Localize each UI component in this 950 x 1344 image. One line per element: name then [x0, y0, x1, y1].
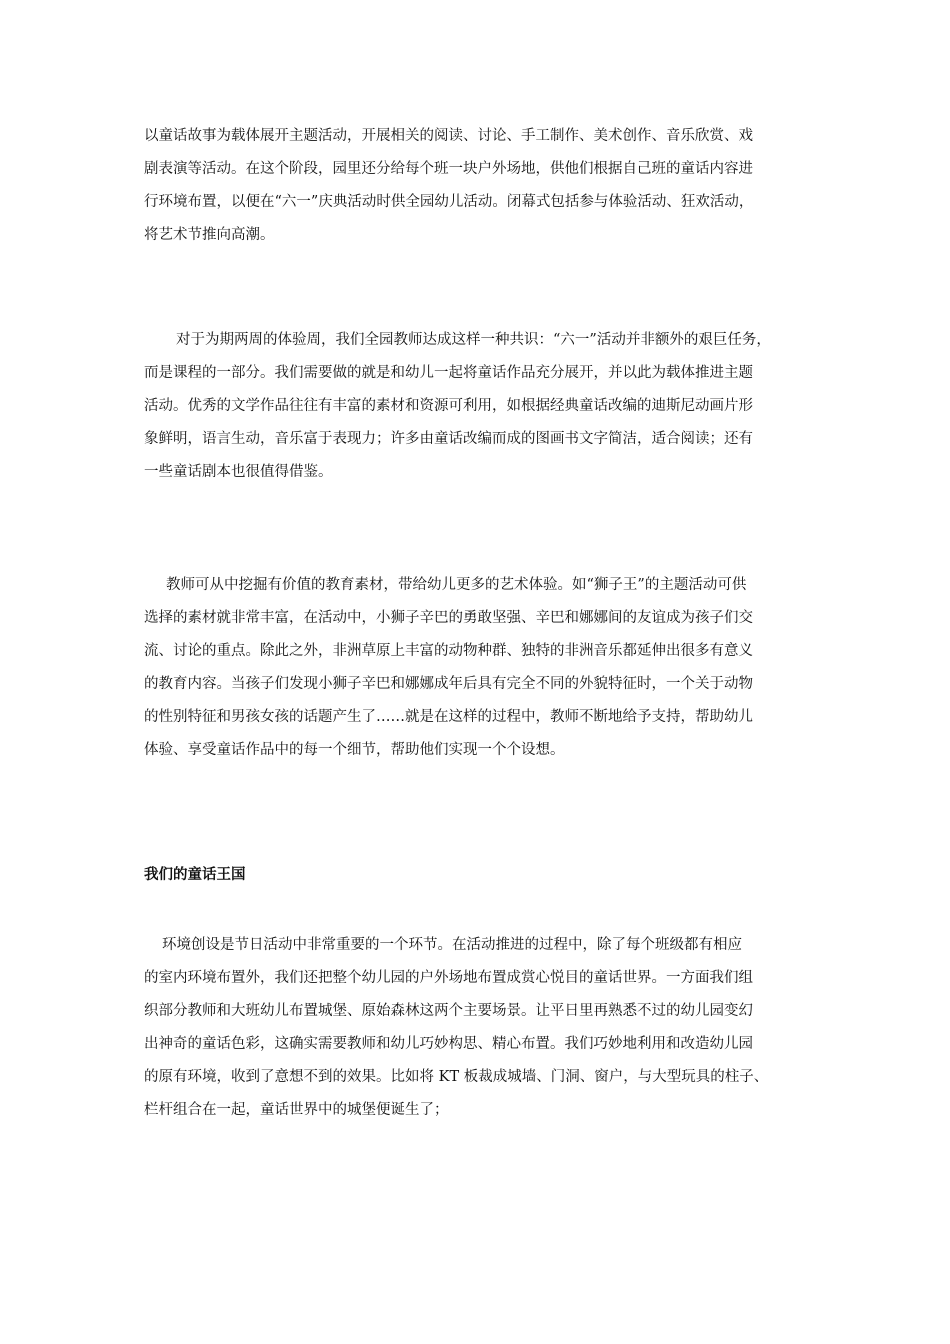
text-line: 流、讨论的重点。除此之外，非洲草原上丰富的动物种群、独特的非洲音乐都延伸出很多有意义 — [144, 643, 753, 659]
text-line: 的原有环境，收到了意想不到的效果。比如将 KT 板裁成城墙、门洞、窗户，与大型玩具的柱子、 — [144, 1069, 769, 1085]
paragraph-3 — [144, 569, 816, 767]
text-line: 象鲜明，语言生动，音乐富于表现力；许多由童话改编而成的图画书文字简洁，适合阅读；还有 — [144, 431, 753, 447]
text-line: 的教育内容。当孩子们发现小狮子辛巴和娜娜成年后具有完全不同的外貌特征时，一个关于动物 — [144, 676, 753, 692]
paragraph-2 — [144, 324, 816, 489]
text-line: 一些童话剧本也很值得借鉴。 — [144, 464, 333, 480]
text-line: 环境创设是节日活动中非常重要的一个环节。在活动推进的过程中，除了每个班级都有相应 — [162, 937, 742, 953]
text-line: 将艺术节推向高潮。 — [144, 227, 275, 243]
text-line: 以童话故事为载体展开主题活动，开展相关的阅读、讨论、手工制作、美术创作、音乐欣赏、戏 — [144, 128, 753, 144]
text-line: 出神奇的童话色彩，这确实需要教师和幼儿巧妙构思、精心布置。我们巧妙地利用和改造幼儿园 — [144, 1036, 753, 1052]
text-line: 对于为期两周的体验周，我们全园教师达成这样一种共识：“六一”活动并非额外的艰巨任务， — [176, 332, 771, 348]
text-line: 选择的素材就非常丰富，在活动中，小狮子辛巴的勇敢坚强、辛巴和娜娜间的友谊成为孩子们交 — [144, 610, 753, 626]
text-line: 的性别特征和男孩女孩的话题产生了……就是在这样的过程中，教师不断地给予支持，帮助幼儿 — [144, 709, 753, 725]
text-line: 栏杆组合在一起，童话世界中的城堡便诞生了； — [144, 1102, 449, 1118]
text-line: 体验、享受童话作品中的每一个细节，帮助他们实现一个个设想。 — [144, 742, 565, 758]
text-line: 教师可从中挖掘有价值的教育素材，带给幼儿更多的艺术体验。如“狮子王”的主题活动可供 — [166, 577, 747, 593]
paragraph-1 — [144, 120, 816, 252]
text-line: 行环境布置，以便在“六一”庆典活动时供全园幼儿活动。闭幕式包括参与体验活动、狂欢活动， — [144, 194, 754, 210]
text-line: 织部分教师和大班幼儿布置城堡、原始森林这两个主要场景。让平日里再熟悉不过的幼儿园变幻 — [144, 1003, 753, 1019]
section-heading: 我们的童话王国 — [144, 867, 246, 883]
text-line: 而是课程的一部分。我们需要做的就是和幼儿一起将童话作品充分展开，并以此为载体推进主题 — [144, 365, 753, 381]
text-line: 活动。优秀的文学作品往往有丰富的素材和资源可利用，如根据经典童话改编的迪斯尼动画片形 — [144, 398, 753, 414]
text-line: 的室内环境布置外，我们还把整个幼儿园的户外场地布置成赏心悦目的童话世界。一方面我们组 — [144, 970, 753, 986]
text-line: 剧表演等活动。在这个阶段，园里还分给每个班一块户外场地，供他们根据自己班的童话内容进 — [144, 161, 753, 177]
paragraph-4 — [144, 929, 816, 1127]
